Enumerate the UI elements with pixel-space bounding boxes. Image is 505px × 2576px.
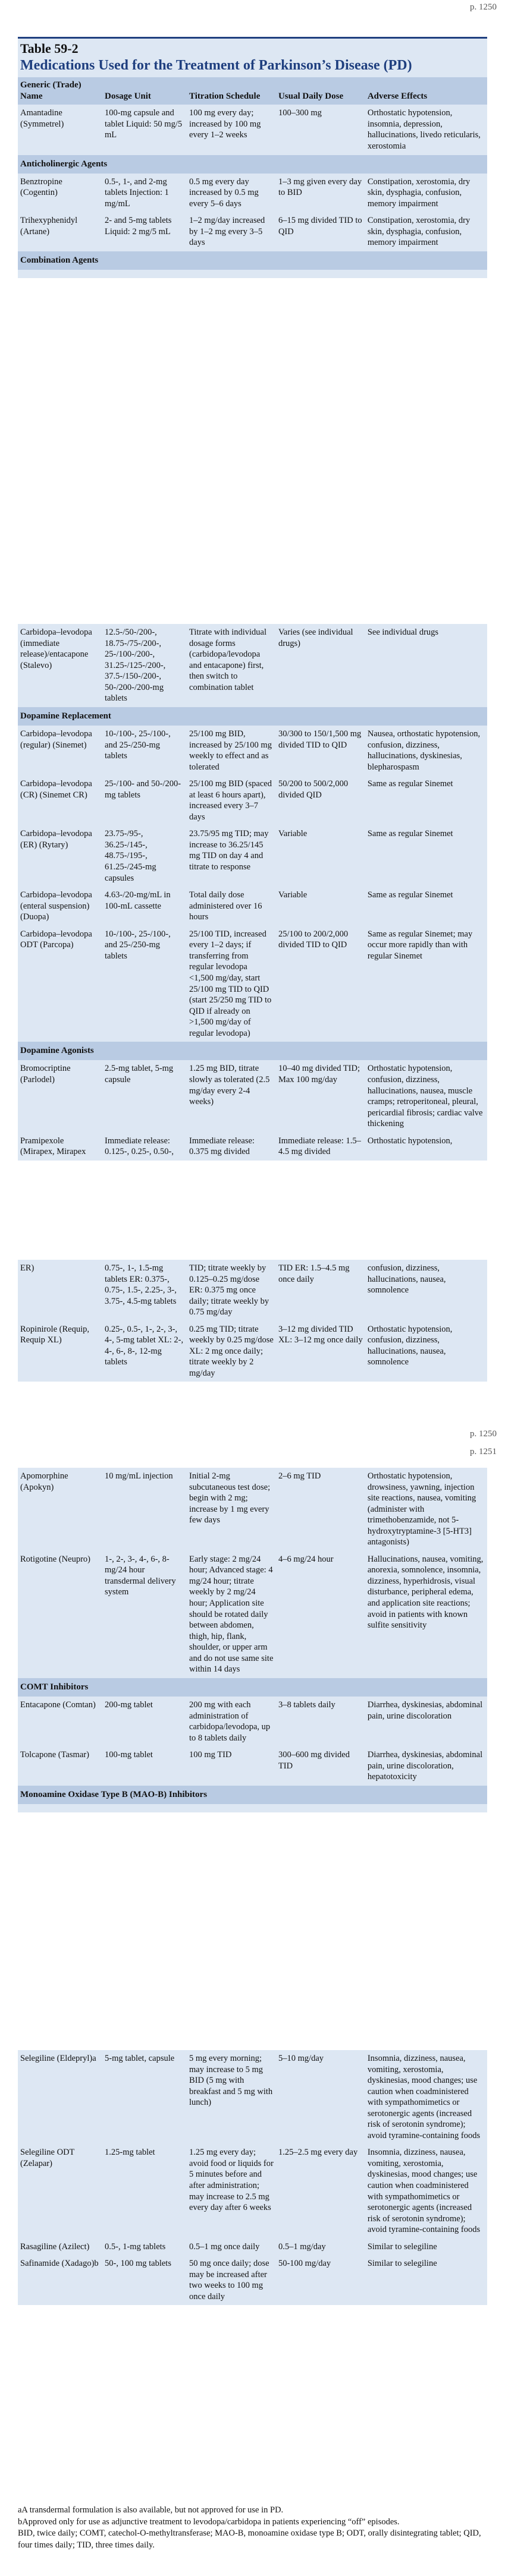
section-row: COMT Inhibitors xyxy=(18,1678,487,1697)
table-row: Carbidopa–levodopa (immediate release)/entacapone (Stalevo) 12.5-/50-/200-, 18.75-/75-/200-, 25-/100-/200-, 31.25-/125-/200-, 37.5-/150-/200-, 50-/200-/200-mg tablets Titrate with individual dosage forms (carbidopa/levodopa and entacapone) first, then switch to combination tablet Varies (see individual drugs) See individual drugs xyxy=(20,628,439,704)
section-row: Monoamine Oxidase Type B (MAO-B) Inhibitors xyxy=(18,1786,487,1804)
table-title xyxy=(18,37,487,77)
table-block-3 xyxy=(18,1260,487,1382)
medication-table-part-5 xyxy=(18,2050,487,2305)
table-row: Selegiline ODT (Zelapar) 1.25-mg tablet 1.25 mg every day; avoid food or liquids for 5 minutes before and after administration; may increase to 2.5 mg every day after 6 weeks 1.25–2.5 mg every day Insomnia, dizziness, nausea, vomiting, xerostomia, dyskinesias, mood changes; use caution when coadministered with sympathomimetics or serotonergic agents (increased risk of serotonin syndrome); avoid tyramine-containing foods xyxy=(20,2148,481,2235)
page-number: p. 1250 xyxy=(470,1429,497,1439)
table-row: Rotigotine (Neupro) 1-, 2-, 3-, 4-, 6-, 8-mg/24 hour transdermal delivery system Early stage: 2 mg/24 hour; Advanced stage: 4 mg/24 hour; titrate weekly by 2 mg/24 hour; Application site should be rotated daily between abdomen, thigh, hip, flank, shoulder, or upper arm and do not use same site within 14 days 4–6 mg/24 hour Hallucinations, nausea, vomiting, anorexia, somnolence, insomnia, dizziness, hyperhidrosis, visual disturbance, peripheral edema, and application site reactions; avoid in patients with known sulfite sensitivity xyxy=(20,1554,484,1675)
medication-table-part-4 xyxy=(18,1468,487,1812)
table-row: Carbidopa–levodopa (enteral suspension) (Duopa) 4.63-/20-mg/mL in 100-mL cassette Total daily dose administered over 16 hours Variable Same as regular Sinemet xyxy=(20,890,453,922)
table-row: Carbidopa–levodopa (CR) (Sinemet CR) 25-/100- and 50-/200-mg tablets 25/100 mg BID (spaced at least 6 hours apart), increased every 3–7 days 50/200 to 500/2,000 divided QID Same as regular Sinemet xyxy=(20,779,453,822)
table-row: Tolcapone (Tasmar) 100-mg tablet 100 mg TID 300–600 mg divided TID Diarrhea, dyskinesias, abdominal pain, urine discoloration, hepatotoxicity xyxy=(20,1750,483,1782)
header-titration: Titration Schedule xyxy=(187,77,276,105)
table-caption: Medications Used for the Treatment of Parkinson’s Disease (PD) xyxy=(20,58,412,73)
section-row: Combination Agents xyxy=(18,251,487,270)
medication-table-part-2 xyxy=(18,624,487,1161)
section-row: Dopamine Agonists xyxy=(18,1042,487,1060)
header-usual-dose: Usual Daily Dose xyxy=(276,77,365,105)
table-row: ER) 0.75-, 1-, 1.5-mg tablets ER: 0.375-, 0.75-, 1.5-, 2.25-, 3-, 3.75-, 4.5-mg tablets TID; titrate weekly by 0.125–0.25 mg/dose ER: 0.375 mg once daily; titrate weekly by 0.75 mg/day TID ER: 1.5–4.5 mg once daily confusion, dizziness, hallucinations, nausea, somnolence xyxy=(20,1263,446,1317)
table-row: Bromocriptine (Parlodel) 2.5-mg tablet, 5-mg capsule 1.25 mg BID, titrate slowly as tolerated (2.5 mg/day every 2-4 weeks) 10–40 mg divided TID; Max 100 mg/day Orthostatic hypotension, confusion, dizziness, hallucinations, nausea, muscle cramps; retroperitoneal, pleural, pericardial fibrosis; cardiac valve thickening xyxy=(20,1064,483,1129)
table-block-4 xyxy=(18,1468,487,1812)
footnote-abbreviations: BID, twice daily; COMT, catechol-O-methyltransferase; MAO-B, monoamine oxidase type B; ODT, orally disintegrating tablet; QID, four times daily; TID, three times daily. xyxy=(18,2528,481,2550)
section-row: Dopamine Replacement xyxy=(18,707,487,726)
header-dosage-unit: Dosage Unit xyxy=(102,77,187,105)
footnote-b: bApproved only for use as adjunctive treatment to levodopa/carbidopa in patients experiencing “off” episodes. xyxy=(18,2517,400,2527)
medication-table-part-1 xyxy=(18,77,487,278)
table-row: Apomorphine (Apokyn) 10 mg/mL injection Initial 2-mg subcutaneous test dose; begin with 2 mg; increase by 1 mg every few days 2–6 mg TID Orthostatic hypotension, drowsiness, yawning, injection site reactions, nausea, vomiting (administer with trimethobenzamide, not 5-hydroxytryptamine-3 [5-HT3] antagonists) xyxy=(20,1471,476,1547)
table-row: Pramipexole (Mirapex, Mirapex Immediate release: 0.125-, 0.25-, 0.50-, Immediate release: 0.375 mg divided Immediate release: 1.5–4.5 mg divided Orthostatic hypotension, xyxy=(20,1136,453,1157)
table-row: Benztropine (Cogentin) 0.5-, 1-, and 2-mg tablets Injection: 1 mg/mL 0.5 mg every day increased by 0.5 mg every 5–6 days 1–3 mg given every day to BID Constipation, xerostomia, dry skin, dysphagia, confusion, memory impairment xyxy=(20,176,471,209)
medication-table-part-3 xyxy=(18,1260,487,1382)
page-number: p. 1251 xyxy=(470,1447,497,1456)
table-number: Table 59-2 xyxy=(20,41,79,56)
page-number: p. 1250 xyxy=(470,2,497,12)
table-row: Carbidopa–levodopa ODT (Parcopa) 10-/100-, 25-/100-, and 25-/250-mg tablets 25/100 TID, increased every 1–2 days; if transferring from regular levodopa <1,500 mg/day, start 25/100 mg TID to QID (start 25/250 mg TID to QID if already on >1,500 mg/day of regular levodopa) 25/100 to 200/2,000 divided TID to QID Same as regular Sinemet; may occur more rapidly than with regular Sinemet xyxy=(20,929,473,1038)
table-row: Ropinirole (Requip, Requip XL) 0.25-, 0.5-, 1-, 2-, 3-, 4-, 5-mg tablet XL: 2-, 4-, 6-, 8-, 12-mg tablets 0.25 mg TID; titrate weekly by 0.25 mg/dose XL: 2 mg once daily; titrate weekly by 2 mg/day 3–12 mg divided TID XL: 3–12 mg once daily Orthostatic hypotension, confusion, dizziness, hallucinations, nausea, somnolence xyxy=(20,1324,453,1378)
table-row: Carbidopa–levodopa (ER) (Rytary) 23.75-/95-, 36.25-/145-, 48.75-/195-, 61.25-/245-mg capsules 23.75/95 mg TID; may increase to 36.25/145 mg TID on day 4 and titrate to response Variable Same as regular Sinemet xyxy=(20,829,453,883)
table-row: Safinamide (Xadago)b 50-, 100 mg tablets 50 mg once daily; dose may be increased after two weeks to 100 mg once daily 50-100 mg/day Similar to selegiline xyxy=(20,2259,437,2301)
table-row: Trihexyphenidyl (Artane) 2- and 5-mg tablets Liquid: 2 mg/5 mL 1–2 mg/day increased by 1–2 mg every 3–5 days 6–15 mg divided TID to QID Constipation, xerostomia, dry skin, dysphagia, confusion, memory impairment xyxy=(20,216,471,248)
table-row: Amantadine (Symmetrel) 100-mg capsule and tablet Liquid: 50 mg/5 mL 100 mg every day; increased by 100 mg every 1–2 weeks 100–300 mg Orthostatic hypotension, insomnia, depression, hallucinations, livedo reticularis, xerostomia xyxy=(20,108,481,152)
table-row: Selegiline (Eldepryl)a 5-mg tablet, capsule 5 mg every morning; may increase to 5 mg BID (5 mg with breakfast and 5 mg with lunch) 5–10 mg/day Insomnia, dizziness, nausea, vomiting, xerostomia, dyskinesias, mood changes; use caution when coadministered with sympathomimetics or serotonergic agents (increased risk of serotonin syndrome); avoid tyramine-containing foods xyxy=(20,2054,481,2140)
table-header-row xyxy=(18,77,487,105)
table-block-1 xyxy=(18,37,487,278)
table-block-5 xyxy=(18,2050,487,2305)
table-row: Entacapone (Comtan) 200-mg tablet 200 mg with each administration of carbidopa/levodopa, up to 8 tablets daily 3–8 tablets daily Diarrhea, dyskinesias, abdominal pain, urine discoloration xyxy=(20,1700,483,1743)
table-row: Rasagiline (Azilect) 0.5-, 1-mg tablets 0.5–1 mg once daily 0.5–1 mg/day Similar to selegiline xyxy=(20,2241,437,2252)
table-block-2 xyxy=(18,624,487,1161)
table-row: Carbidopa–levodopa (regular) (Sinemet) 10-/100-, 25-/100-, and 25-/250-mg tablets 25/100 mg BID, increased by 25/100 mg weekly to effect and as tolerated 30/300 to 150/1,500 mg divided TID to QID Nausea, orthostatic hypotension, confusion, dizziness, hallucinations, dyskinesias, blepharospasm xyxy=(20,729,481,772)
header-generic-name: Generic (Trade) Name xyxy=(18,77,102,105)
footnotes xyxy=(18,2505,487,2551)
footnote-a: aA transdermal formulation is also available, but not approved for use in PD. xyxy=(18,2505,284,2515)
header-adverse-effects: Adverse Effects xyxy=(365,77,487,105)
section-row: Anticholinergic Agents xyxy=(18,155,487,174)
